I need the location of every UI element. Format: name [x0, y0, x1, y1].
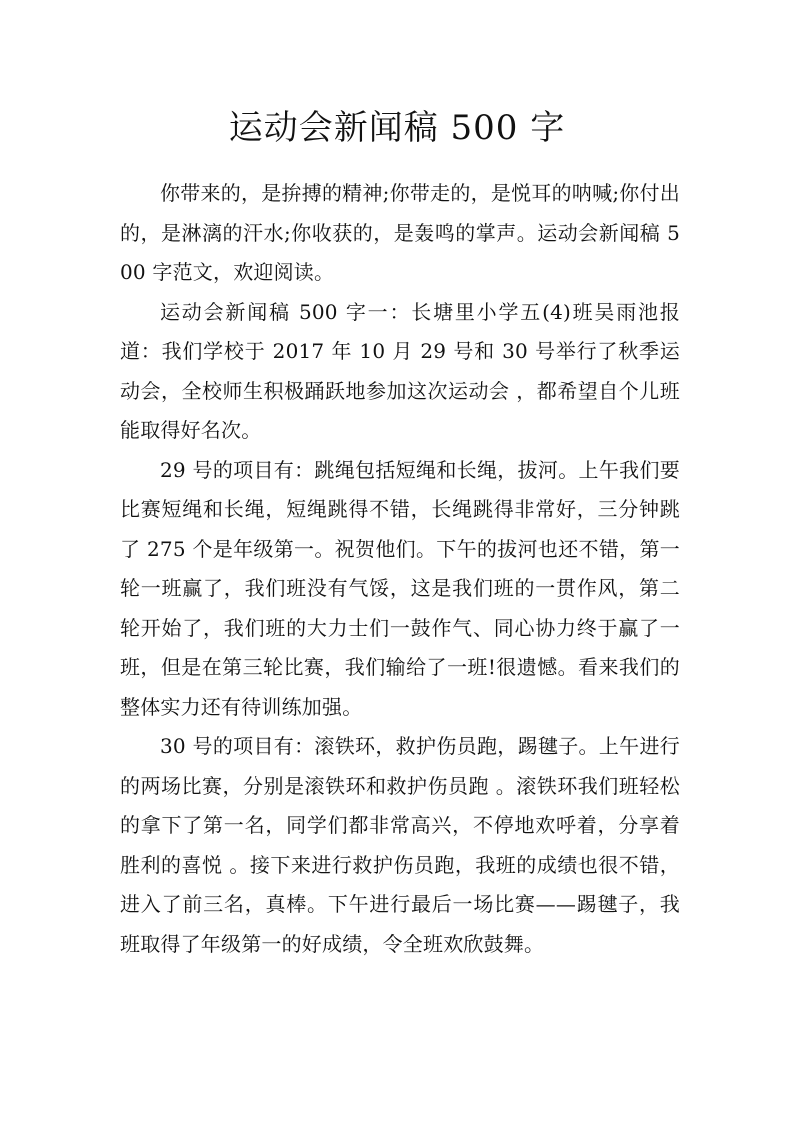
page-title: 运动会新闻稿 500 字 — [228, 108, 566, 148]
paragraph-day-29: 29 号的项目有：跳绳包括短绳和长绳，拔河。上午我们要比赛短绳和长绳，短绳跳得不错，长绳跳得非常好，三分钟跳了 275 个是年级第一。祝贺他们。下午的拔河也还不错，第一轮一班赢了，我们班没有气馁，这是我们班的一贯作风，第二轮开始了，我们班的大力士们一鼓作气、同心协力终于赢了一班，但是在第三轮比赛，我们输给了一班!很遗憾。看来我们的整体实力还有待训练加强。 — [120, 457, 680, 719]
paragraph-report: 运动会新闻稿 500 字一：长塘里小学五(4)班吴雨池报道：我们学校于 2017 年 10 月 29 号和 30 号举行了秋季运动会，全校师生积极踊跃地参加这次运动会 ，都希望自个儿班能取得好名次。 — [120, 299, 680, 442]
paragraph-intro: 你带来的，是拚搏的精神;你带走的，是悦耳的呐喊;你付出的，是淋漓的汗水;你收获的，是轰鸣的掌声。运动会新闻稿 500 字范文，欢迎阅读。 — [120, 181, 680, 284]
article-body — [120, 174, 680, 964]
paragraph-day-30: 30 号的项目有：滚铁环，救护伤员跑，踢毽子。上午进行的两场比赛，分别是滚铁环和救护伤员跑 。滚铁环我们班轻松的拿下了第一名，同学们都非常高兴，不停地欢呼着，分享着胜利的喜悦 。接下来进行救护伤员跑，我班的成绩也很不错，进入了前三名，真棒。下午进行最后一场比赛——踢毽子，我班取得了年级第一的好成绩，令全班欢欣鼓舞。 — [120, 734, 680, 956]
